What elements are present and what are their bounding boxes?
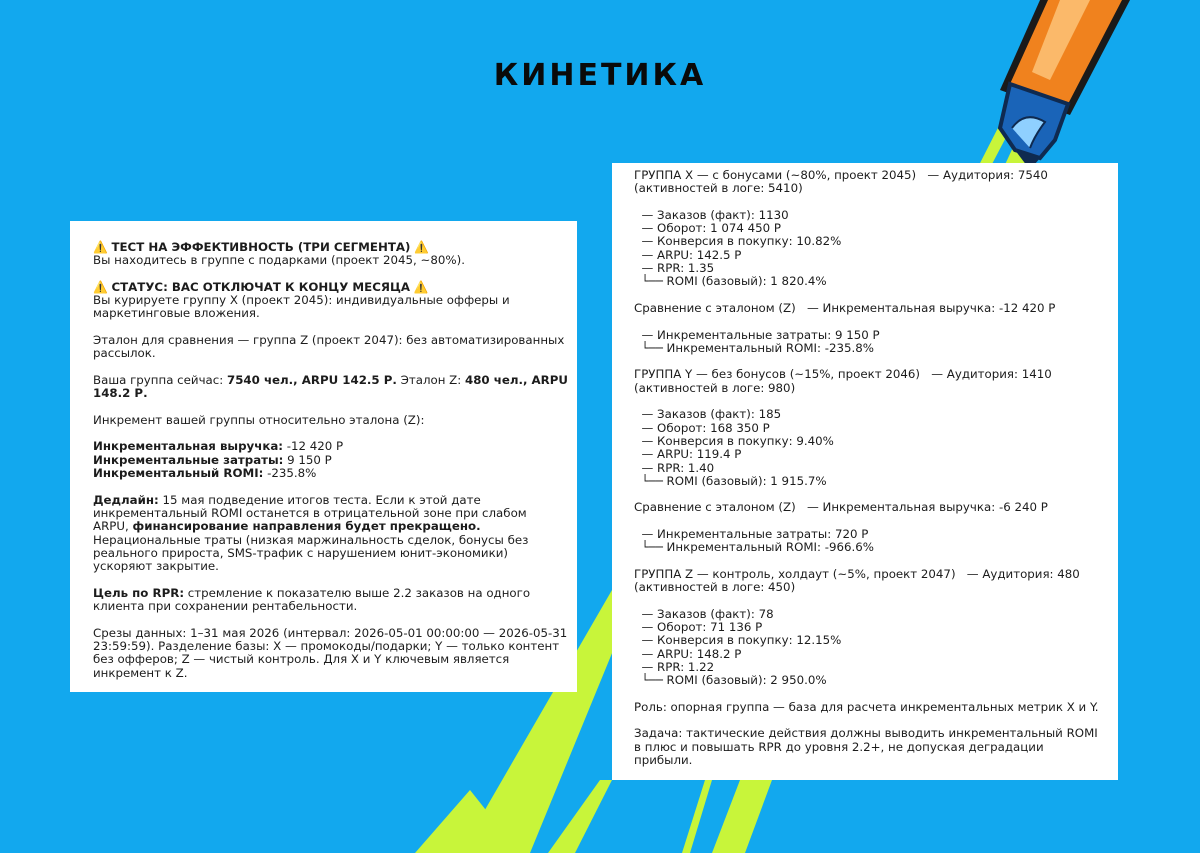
spacer [634, 355, 1098, 368]
etalon-text: рассылок. [93, 346, 156, 361]
now-label: Ваша группа сейчас: [93, 372, 227, 387]
increment-intro: Инкремент вашей группы относительно эталона (Z): [93, 412, 425, 427]
metrics-line: — RPR: 1.40 [634, 460, 715, 475]
funding-warning: финансирование направления будет прекращено. [132, 519, 481, 534]
metrics-line: — Заказов (факт): 185 [634, 407, 782, 422]
deadline-text: Нерациональные траты (низкая маржинальность сделок, бонусы без [93, 532, 529, 547]
group-note: Вы находитесь в группе с подарками (проект 2045, ~80%). [93, 253, 465, 268]
metrics-line: └── ROMI (базовый): 1 820.4% [634, 274, 827, 289]
inc-romi [93, 467, 555, 480]
metrics-line: — ARPU: 119.4 Р [634, 447, 742, 462]
metrics-line: — Конверсия в покупку: 10.82% [634, 234, 842, 249]
spacer [634, 196, 1098, 209]
warning-icon: ⚠️ [93, 279, 108, 294]
inc-romi-value: -235.8% [263, 466, 317, 481]
test-title-line [93, 241, 555, 254]
inc-revenue-value: -12 420 Р [283, 439, 344, 454]
spacer [634, 595, 1098, 608]
now-value: 7540 чел., ARPU 142.5 Р. [227, 372, 397, 387]
rpr-text: клиента при сохранении рентабельности. [93, 599, 358, 614]
etalon-value: 480 чел., ARPU [464, 372, 568, 387]
metrics-line: (активностей в логе: 980) [634, 380, 796, 395]
inc-costs-value: 9 150 Р [283, 452, 332, 467]
curate-text: маркетинговые вложения. [93, 306, 260, 321]
test-title: ТЕСТ НА ЭФФЕКТИВНОСТЬ (ТРИ СЕГМЕНТА) [111, 240, 411, 254]
metrics-line: └── ROMI (базовый): 2 950.0% [634, 673, 827, 688]
metrics-line: └── ROMI (базовый): 1 915.7% [634, 473, 827, 488]
deadline-line [93, 494, 555, 507]
metrics-line: (активностей в логе: 450) [634, 580, 796, 595]
warning-icon: ⚠️ [414, 240, 429, 254]
metrics-line: — Оборот: 71 136 Р [634, 620, 763, 635]
status-title: СТАТУС: ВАС ОТКЛЮЧАТ К КОНЦУ МЕСЯЦА [111, 279, 411, 294]
status-card [70, 221, 577, 692]
metrics-line: в плюс и повышать RPR до уровня 2.2+, не допуская деградации [634, 739, 1044, 754]
etalon-label: Эталон Z: [396, 372, 465, 387]
metrics-line: Задача: тактические действия должны выводить инкрементальный ROMI [634, 726, 1098, 741]
metrics-line: ГРУППА X — с бонусами (~80%, проект 2045) — Аудитория: 7540 [634, 168, 1048, 182]
inc-revenue [93, 440, 555, 453]
deadline-label: Дедлайн: [93, 492, 159, 507]
metrics-line: — Конверсия в покупку: 12.15% [634, 633, 842, 648]
slices-text: Срезы данных: 1–31 мая 2026 (интервал: 2026-05-01 00:00:00 — 2026-05-31 [93, 625, 568, 640]
deadline-line [93, 520, 555, 533]
metrics-line: — Инкрементальные затраты: 720 Р [634, 527, 869, 542]
curate-text: Вы курируете группу X (проект 2045): индивидуальные офферы и [93, 293, 510, 308]
current-group-line [93, 372, 568, 387]
status-title-line [93, 281, 555, 294]
metrics-line: — ARPU: 142.5 Р [634, 247, 742, 262]
inc-costs-label: Инкрементальные затраты: [93, 452, 284, 467]
warning-icon: ⚠️ [93, 240, 108, 254]
deadline-text: ARPU, [93, 519, 133, 534]
slices-text: без офферов; Z — чистый контроль. Для X и Y ключевым является [93, 652, 510, 667]
metrics-line: — Оборот: 1 074 450 Р [634, 221, 782, 236]
metrics-line: — RPR: 1.22 [634, 659, 715, 674]
spacer [634, 488, 1098, 501]
spacer [634, 395, 1098, 408]
spacer [634, 515, 1098, 528]
spacer [634, 315, 1098, 328]
deadline-text: реального прироста, SMS-трафик с нарушением юнит-экономики) [93, 545, 508, 560]
rpr-text: стремление к показателю выше 2.2 заказов на одного [184, 585, 531, 600]
rpr-label: Цель по RPR: [93, 585, 185, 600]
metrics-line: — ARPU: 148.2 Р [634, 646, 742, 661]
deadline-text: 15 мая подведение итогов теста. Если к этой дате [158, 492, 481, 507]
deadline-text: инкрементальный ROMI останется в отрицательной зоне при слабом [93, 505, 527, 520]
etalon-value-line [93, 387, 555, 400]
metrics-line: — Инкрементальные затраты: 9 150 Р [634, 327, 880, 342]
metrics-line: — Конверсия в покупку: 9.40% [634, 433, 834, 448]
etalon-value: 148.2 Р. [93, 386, 148, 401]
spacer [634, 289, 1098, 302]
spacer [634, 555, 1098, 568]
slices-text: 23:59:59). Разделение базы: X — промокоды/подарки; Y — только контент [93, 638, 560, 653]
metrics-line: └── Инкрементальный ROMI: -235.8% [634, 340, 874, 355]
metrics-line: ГРУППА Z — контроль, холдаут (~5%, проект 2047) — Аудитория: 480 [634, 566, 1080, 581]
metrics-line: — Заказов (факт): 1130 [634, 207, 789, 222]
inc-revenue-label: Инкрементальная выручка: [93, 439, 284, 454]
spacer [634, 688, 1098, 701]
rpr-goal-line [93, 587, 555, 600]
inc-romi-label: Инкрементальный ROMI: [93, 466, 264, 481]
spacer [634, 714, 1098, 727]
brand-title: КИНЕТИКА [493, 58, 707, 93]
groups-card [612, 163, 1118, 780]
deadline-text: ускоряют закрытие. [93, 559, 219, 574]
metrics-line: ГРУППА Y — без бонусов (~15%, проект 2046) — Аудитория: 1410 [634, 367, 1052, 382]
metrics-line: └── Инкрементальный ROMI: -966.6% [634, 540, 874, 555]
metrics-line: Сравнение с эталоном (Z) — Инкрементальная выручка: -12 420 Р [634, 300, 1056, 315]
metrics-line: — RPR: 1.35 [634, 261, 715, 276]
metrics-line: Роль: опорная группа — база для расчета инкрементальных метрик X и Y. [634, 699, 1099, 714]
metrics-line: прибыли. [634, 753, 693, 768]
etalon-text: Эталон для сравнения — группа Z (проект 2047): без автоматизированных [93, 333, 565, 348]
metrics-line: Сравнение с эталоном (Z) — Инкрементальная выручка: -6 240 Р [634, 500, 1048, 515]
inc-costs [93, 454, 555, 467]
metrics-line: — Заказов (факт): 78 [634, 606, 774, 621]
warning-icon: ⚠️ [413, 279, 429, 294]
slices-text: инкремент к Z. [93, 665, 188, 680]
metrics-line: — Оборот: 168 350 Р [634, 420, 770, 435]
metrics-line: (активностей в логе: 5410) [634, 181, 803, 196]
